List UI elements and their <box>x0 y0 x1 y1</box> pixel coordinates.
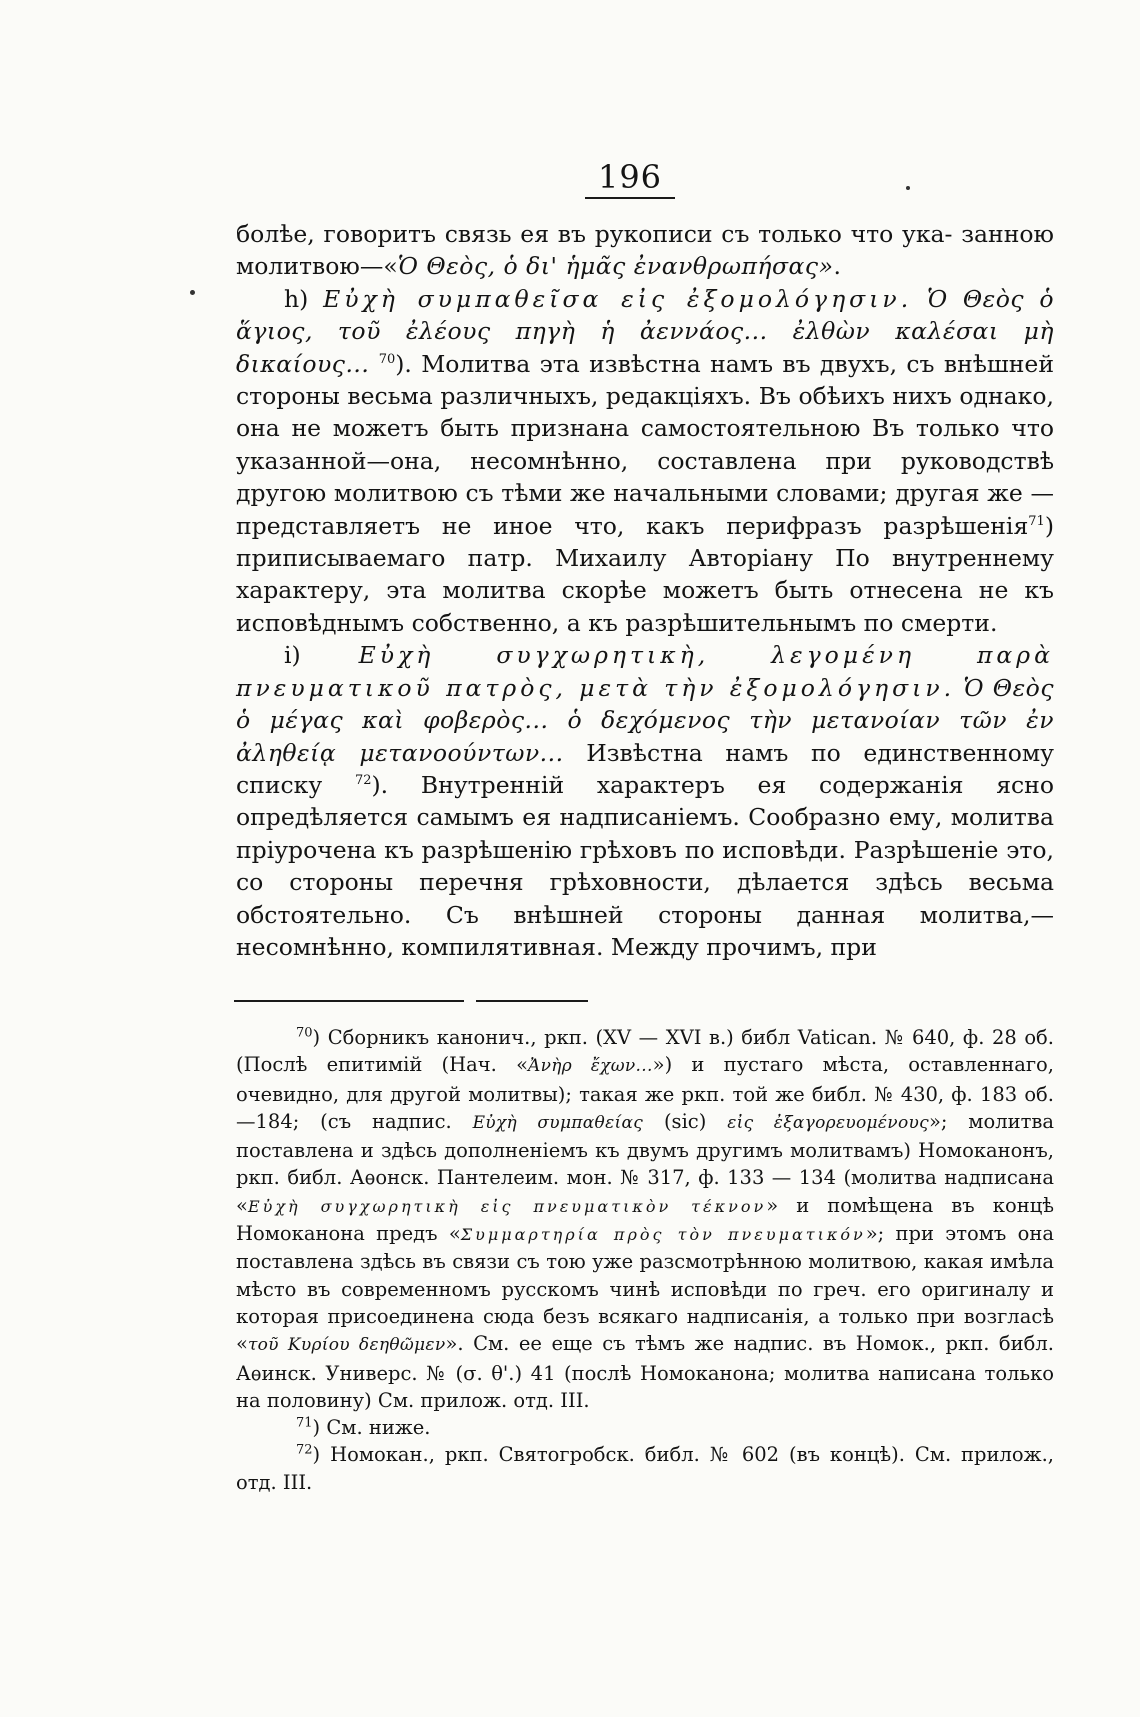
margin-mark <box>906 186 910 190</box>
footnote-mark: 70 <box>296 1025 313 1041</box>
paragraph-i: i) Εὐχὴ συγχωρητικὴ, λεγομένη παρὰ πνευματικοῦ πατρὸς, μετὰ τὴν ἐξομολόγησιν. Ὁ Θεὸς ὁ μέγας καὶ φοβερὸς... ὁ δεχόμενος τὴν μετανοίαν τῶν ἐν ἀληθείᾳ μετανοούντων... Извѣстна намъ по единственному списку $^{72}$). Внутренній характеръ ея содержанія ясно опредѣляется самымъ ея надписаніемъ. Сообразно ему, молитва пріурочена къ разрѣшенію грѣховъ по исповѣди. Разрѣшеніе это, со стороны перечня грѣховности, дѣлается здѣсь весьма обстоятельно. Съ внѣшней стороны данная молитва,—несомнѣнно, компилятивная. Между прочимъ, при <box>236 641 1054 961</box>
footnote-ref[interactable]: 70 <box>378 351 396 367</box>
footnote-ref[interactable]: 71 <box>1028 513 1045 529</box>
main-text <box>236 218 1054 963</box>
page-number: 196 <box>597 158 663 196</box>
footnote-mark: 71 <box>296 1415 313 1431</box>
footnote-separator <box>234 1000 464 1002</box>
footnote-70: $^{70}$) Сборникъ канонич., ркп. (XV — XVI в.) библ Vatican. № 640, ф. 28 об.(Послѣ епитимій (Нач. «Ἀνὴρ ἔχων...») и пустаго мѣста, оставленнаго, очевидно, для другой молитвы); такая же ркп. той же библ. № 430, ф. 183 об.—184; (съ надпис. Εὐχὴ συμπαθείας (sic) εἰς ἐξαγορευομένους»; молитва поставлена и здѣсь дополненіемъ къ двумъ другимъ молитвамъ) Номоканонъ, ркп. библ. Аѳонск. Пантелеим. мон. № 317, ф. 133 — 134 (молитва надписана «Εὐχὴ συγχωρητικὴ εἰς πνευματικὸν τέκνον» и помѣщена въ концѣ Номоканона предъ «Συμμαρτηρία πρὸς τὸν πνευματικόν»; при этомъ она поставлена здѣсь въ связи съ тою уже разсмотрѣнною молитвою, какая имѣла мѣсто въ современномъ русскомъ чинѣ исповѣди по греч. его оригиналу и которая присоединена сюда безъ всякаго надписанія, а только при возгласѣ «τοῦ Κυρίου δεηθῶμεν». См. ее еще съ тѣмъ же надпис. въ Номок., ркп. библ. Аѳинск. Универс. № (σ. θ'.) 41 (послѣ Номоканона; молитва написана только на половину) См. прилож. отд. III. <box>236 1025 1054 1412</box>
paragraph: болѣе, говоритъ связь ея въ рукописи съ только что ука- занною молитвою—«Ὁ Θεὸς, ὁ δι' ἡμᾶς ἐνανθρωπήσας». <box>236 220 1054 281</box>
footnotes <box>236 1024 1054 1496</box>
footnote-separator <box>476 1000 588 1002</box>
footnote-mark: 72 <box>296 1442 313 1458</box>
page-number-rule <box>585 197 675 199</box>
footnote-72: $^{72}$) Номокан., ркп. Святогробск. библ. № 602 (въ концѣ). См. прилож., отд. III. <box>236 1442 1054 1494</box>
footnote-ref[interactable]: 72 <box>354 773 372 789</box>
footnote-71: $^{71}$) См. ниже. <box>296 1415 431 1440</box>
paragraph-h: h) Εὐχὴ συμπαθεῖσα εἰς ἐξομολόγησιν. Ὁ Θεὸς ὁ ἅγιος, τοῦ ἐλέους πηγὴ ἡ ἀεννάος... ἐλθὼν καλέσαι μὴ δικαίους... $^{70}$). Молитва эта извѣстна намъ въ двухъ, съ внѣшней стороны весьма различныхъ, редакціяхъ. Въ обѣихъ нихъ однако, она не можетъ быть признана самостоятельною Въ только что указанной—она, несомнѣнно, составлена при руководствѣ другою молитвою съ тѣми же начальными словами; другая же — представляетъ не иное что, какъ перифразъ разрѣшенія$^{71}$) приписываемаго патр. Михаилу Авторіану По внутреннему характеру, эта молитва скорѣе можетъ быть отнесена не къ исповѣднымъ собственно, а къ разрѣшительнымъ по смерти. <box>236 284 1054 637</box>
margin-mark <box>190 290 195 295</box>
